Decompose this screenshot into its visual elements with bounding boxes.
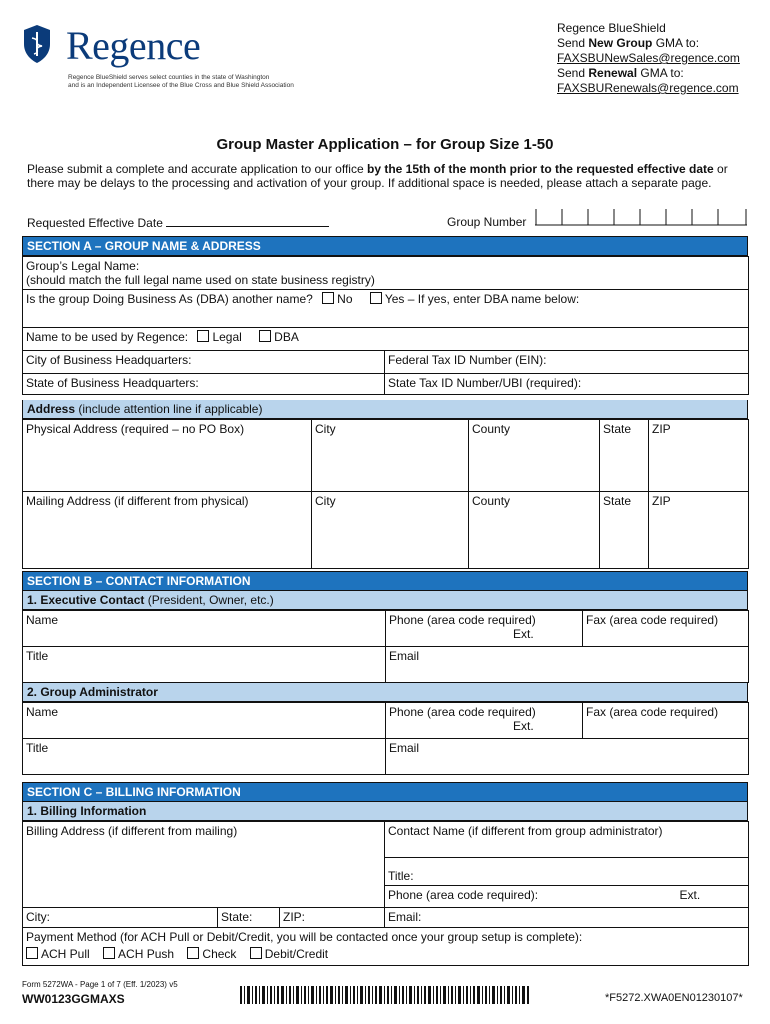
city-hq-field[interactable]: City of Business Headquarters: <box>23 351 385 374</box>
form-code: WW0123GGMAXS <box>22 992 125 1006</box>
exec-phone-field[interactable]: Phone (area code required) Ext. <box>386 611 583 647</box>
section-c-header: SECTION C – BILLING INFORMATION <box>22 782 748 802</box>
section-a-header: SECTION A – GROUP NAME & ADDRESS <box>22 236 748 256</box>
billing-email-field[interactable]: Email: <box>385 908 749 928</box>
billing-info-subheader: 1. Billing Information <box>22 802 748 821</box>
dba-yes-checkbox[interactable] <box>370 292 382 304</box>
barcode-icon <box>240 986 530 1004</box>
group-admin-table <box>22 702 749 775</box>
admin-title-field[interactable]: Title <box>23 739 386 775</box>
exec-title-field[interactable]: Title <box>23 647 386 683</box>
admin-email-field[interactable]: Email <box>386 739 749 775</box>
billing-contact-name-field[interactable]: Contact Name (if different from group administrator) <box>385 822 749 858</box>
group-number-input[interactable] <box>535 206 747 225</box>
exec-name-field[interactable]: Name <box>23 611 386 647</box>
group-number-field: Group Number <box>447 215 527 229</box>
mailing-county-field[interactable]: County <box>469 492 600 569</box>
billing-address-field[interactable]: Billing Address (if different from mailing) <box>23 822 385 908</box>
ein-field[interactable]: Federal Tax ID Number (EIN): <box>385 351 749 374</box>
billing-zip-field[interactable]: ZIP: <box>280 908 385 928</box>
billing-table <box>22 821 749 966</box>
barcode-text: *F5272.XWA0EN01230107* <box>605 992 743 1004</box>
effective-date-input[interactable] <box>166 215 329 227</box>
section-b-header: SECTION B – CONTACT INFORMATION <box>22 571 748 591</box>
group-admin-subheader: 2. Group Administrator <box>22 683 748 702</box>
name-dba-checkbox[interactable] <box>259 330 271 342</box>
state-hq-field[interactable]: State of Business Headquarters: <box>23 374 385 395</box>
executive-contact-subheader: 1. Executive Contact (President, Owner, etc.) <box>22 591 748 610</box>
exec-fax-field[interactable]: Fax (area code required) <box>583 611 749 647</box>
billing-phone-field[interactable]: Phone (area code required): <box>385 886 677 908</box>
admin-name-field[interactable]: Name <box>23 703 386 739</box>
regence-shield-logo-icon <box>22 24 52 64</box>
debit-credit-checkbox[interactable] <box>250 947 262 959</box>
form-title: Group Master Application – for Group Size 1-50 <box>216 136 554 153</box>
exec-email-field[interactable]: Email <box>386 647 749 683</box>
effective-date-field: Requested Effective Date <box>27 215 329 230</box>
ach-pull-checkbox[interactable] <box>26 947 38 959</box>
payment-method-field: Payment Method (for ACH Pull or Debit/Credit, you will be contacted once your group setup is complete): ACH Pull ACH Push Check Debit/Credit <box>23 928 749 966</box>
admin-phone-field[interactable]: Phone (area code required) Ext. <box>386 703 583 739</box>
billing-state-field[interactable]: State: <box>218 908 280 928</box>
physical-state-field[interactable]: State <box>600 420 649 492</box>
regence-logo-text: Regence <box>66 23 201 68</box>
mailing-address-field[interactable]: Mailing Address (if different from physical) <box>23 492 312 569</box>
physical-city-field[interactable]: City <box>312 420 469 492</box>
logo-tagline: Regence BlueShield serves select counties in the state of Washington and is an Independent Licensee of the Blue Cross and Blue Shield Association <box>68 74 294 89</box>
billing-ext-field[interactable]: Ext. <box>677 886 749 908</box>
physical-county-field[interactable]: County <box>469 420 600 492</box>
renewals-email-link[interactable]: FAXSBURenewals@regence.com <box>557 81 739 95</box>
address-table <box>22 419 749 569</box>
billing-city-field[interactable]: City: <box>23 908 218 928</box>
address-subheader: Address (include attention line if applicable) <box>22 400 748 419</box>
submission-contact-info: Regence BlueShield Send New Group GMA to: FAXSBUNewSales@regence.com Send Renewal GMA to: FAXSBURenewals@regence.com <box>557 21 740 95</box>
form-number: Form 5272WA - Page 1 of 7 (Eff. 1/2023) v5 <box>22 980 178 989</box>
intro-paragraph: Please submit a complete and accurate application to our office by the 15th of the month prior to the requested effective date or there may be delays to the processing and activation of your group. If additional space is needed, please attach a separate page. <box>27 162 728 190</box>
name-legal-checkbox[interactable] <box>197 330 209 342</box>
dba-no-checkbox[interactable] <box>322 292 334 304</box>
mailing-zip-field[interactable]: ZIP <box>649 492 749 569</box>
admin-fax-field[interactable]: Fax (area code required) <box>583 703 749 739</box>
check-checkbox[interactable] <box>187 947 199 959</box>
mailing-city-field[interactable]: City <box>312 492 469 569</box>
dba-question-field: Is the group Doing Business As (DBA) another name? No Yes – If yes, enter DBA name below: <box>23 290 749 328</box>
name-used-field: Name to be used by Regence: Legal DBA <box>23 328 749 351</box>
legal-name-field[interactable]: Group’s Legal Name: (should match the full legal name used on state business registry) <box>23 257 749 290</box>
mailing-state-field[interactable]: State <box>600 492 649 569</box>
physical-zip-field[interactable]: ZIP <box>649 420 749 492</box>
group-number-boxes <box>535 206 747 226</box>
state-tax-id-field[interactable]: State Tax ID Number/UBI (required): <box>385 374 749 395</box>
section-a-table <box>22 256 749 395</box>
billing-title-field[interactable]: Title: <box>385 858 749 886</box>
physical-address-field[interactable]: Physical Address (required – no PO Box) <box>23 420 312 492</box>
ach-push-checkbox[interactable] <box>103 947 115 959</box>
new-sales-email-link[interactable]: FAXSBUNewSales@regence.com <box>557 51 740 65</box>
executive-contact-table <box>22 610 749 683</box>
